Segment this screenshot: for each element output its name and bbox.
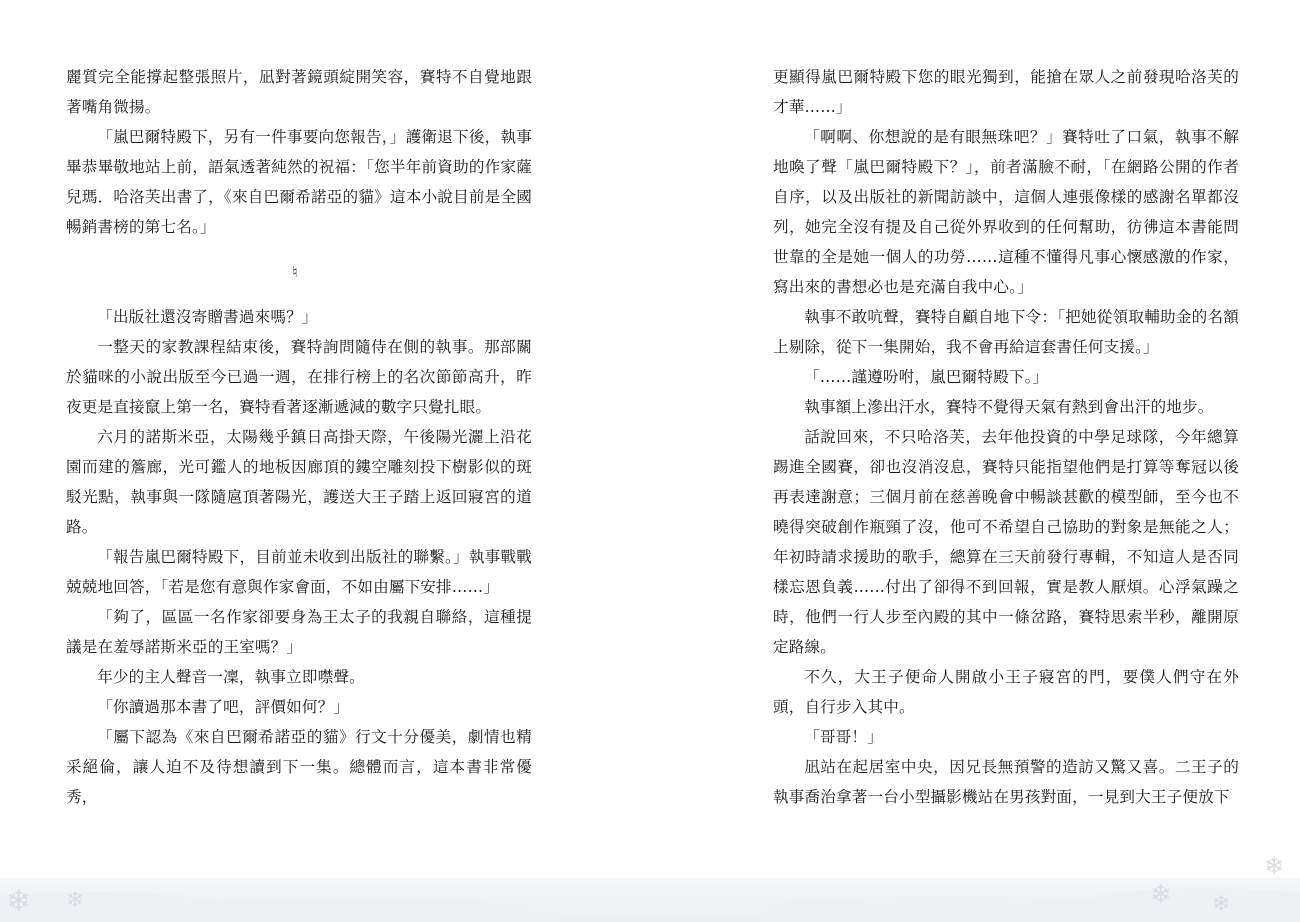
section-break-ornament: ♮ [292, 263, 298, 281]
paragraph: 不久，大王子便命人開啟小王子寢宮的門，要僕人們守在外頭，自行步入其中。 [773, 668, 1239, 716]
right-text-column [773, 62, 1239, 812]
paragraph: 「哥哥！」 [804, 728, 883, 746]
paragraph: 「你讀過那本書了吧，評價如何？」 [97, 698, 350, 716]
paragraph: 年少的主人聲音一凜，執事立即噤聲。 [97, 668, 365, 686]
right-page [650, 0, 1300, 922]
paragraph: 話說回來，不只哈洛芙，去年他投資的中學足球隊，今年總算踢進全國賽，卻也沒消沒息，賽特只能指望他們是打算等奪冠以後再表達謝意；三個月前在慈善晚會中暢談甚歡的模型師，至今也不曉得突破創作瓶頸了沒，他可不希望自己協助的對象是無能之人；年初時請求援助的歌手，總算在三天前發行專輯，不知這人是否同樣忘恩負義……付出了卻得不到回報，實是教人厭煩。心浮氣躁之時，他們一行人步至內殿的其中一條岔路，賽特思索半秒，離開原定路線。 [773, 428, 1239, 656]
snowflake-icon: ❄ [6, 884, 32, 919]
paragraph: 六月的諾斯米亞，太陽幾乎鎮日高掛天際，午後陽光灑上沿花園而建的簷廊，光可鑑人的地板因廊頂的鏤空雕刻投下樹影似的斑駁光點，執事與一隊隨扈頂著陽光，護送大王子踏上返回寢宮的道路。 [66, 428, 532, 536]
snow-hill-decoration [140, 900, 560, 922]
paragraph: 「……謹遵吩咐，嵐巴爾特殿下。」 [804, 368, 1049, 386]
paragraph: 「出版社還沒寄贈書過來嗎？」 [97, 308, 318, 326]
snowflake-icon: ❄ [1150, 880, 1172, 910]
paragraph: 「啊啊、你想說的是有眼無珠吧？」賽特吐了口氣，執事不解地喚了聲「嵐巴爾特殿下？」，前者滿臉不耐，「在網路公開的作者自序，以及出版社的新聞訪談中，這個人連張像樣的感謝名單都沒列，她完全沒有提及自己從外界收到的任何幫助，彷彿這本書能問世靠的全是她一個人的功勞……這種不懂得凡事心懷感激的作家，寫出來的書想必也是充滿自我中心。」 [773, 128, 1239, 296]
paragraph: 「報告嵐巴爾特殿下，目前並未收到出版社的聯繫。」執事戰戰兢兢地回答，「若是您有意與作家會面，不如由屬下安排……」 [66, 548, 532, 596]
snow-hill-decoration [1080, 888, 1300, 922]
paragraph: 「屬下認為《來自巴爾希諾亞的貓》行文十分優美，劇情也精采絕倫，讓人迫不及待想讀到下一集。總體而言，這本書非常優秀， [66, 728, 532, 806]
paragraph: 更顯得嵐巴爾特殿下您的眼光獨到，能搶在眾人之前發現哈洛芙的才華……」 [773, 68, 1239, 116]
paragraph: 「夠了，區區一名作家卻要身為王太子的我親自聯絡，這種提議是在羞辱諾斯米亞的王室嗎？」 [66, 608, 532, 656]
paragraph: 「嵐巴爾特殿下，另有一件事要向您報告，」護衛退下後，執事畢恭畢敬地站上前，語氣透著純然的祝福：「您半年前資助的作家薩兒瑪．哈洛芙出書了，《來自巴爾希諾亞的貓》這本小說目前是全國暢銷書榜的第七名。」 [66, 128, 532, 236]
snowflake-icon: ❄ [1212, 892, 1231, 917]
paragraph: 執事額上滲出汗水，賽特不覺得天氣有熱到會出汗的地步。 [804, 398, 1214, 416]
paragraph: 一整天的家教課程結束後，賽特詢問隨侍在側的執事。那部關於貓咪的小說出版至今已過一週，在排行榜上的名次節節高升，昨夜更是直接竄上第一名，賽特看著逐漸遞減的數字只覺扎眼。 [66, 338, 532, 416]
snowflake-icon: ❄ [66, 888, 85, 913]
paragraph: 凪站在起居室中央，因兄長無預警的造訪又驚又喜。二王子的執事喬治拿著一台小型攝影機站在男孩對面，一見到大王子便放下 [773, 758, 1239, 806]
paragraph: 執事不敢吭聲，賽特自顧自地下令：「把她從領取輔助金的名額上剔除，從下一集開始，我不會再給這套書任何支援。」 [773, 308, 1239, 356]
snowflake-icon: ❄ [1264, 852, 1285, 880]
paragraph: 麗質完全能撐起整張照片，凪對著鏡頭綻開笑容，賽特不自覺地跟著嘴角微揚。 [66, 68, 532, 116]
left-text-column [66, 62, 532, 812]
